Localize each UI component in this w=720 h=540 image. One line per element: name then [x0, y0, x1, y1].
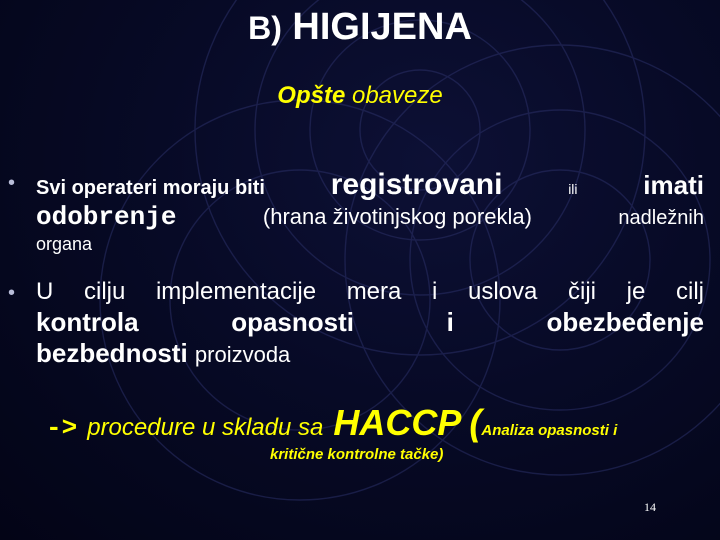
slide-subtitle — [0, 82, 720, 110]
b2-w4: mera — [346, 278, 402, 305]
b2-w8: je — [626, 278, 646, 305]
haccp-paren: ( — [469, 402, 482, 443]
slide-number: 14 — [644, 500, 656, 514]
b1-odobrenje: odobrenje — [36, 202, 177, 232]
haccp-text: procedure u skladu sa — [87, 414, 324, 441]
b2-w3: implementacije — [155, 278, 317, 305]
bullet-2-line-2 — [36, 307, 704, 338]
bullet-1-line-3: organa — [36, 234, 93, 254]
b1-nadleznih: nadležnih — [618, 207, 704, 229]
subtitle-bold: Opšte — [277, 82, 346, 109]
b2-opasnosti: opasnosti — [231, 307, 354, 337]
b1-phrase: Svi operateri moraju biti — [36, 177, 265, 199]
b1-hrana: (hrana životinjskog porekla) — [262, 204, 532, 229]
b2-obezbedjenje: obezbeđenje — [546, 307, 704, 337]
b1-ili: ili — [568, 181, 578, 197]
b2-bezbednosti: bezbednosti — [36, 338, 188, 368]
slide-title — [0, 6, 720, 49]
b2-w7: čiji — [568, 278, 597, 305]
title-prefix: B) — [248, 10, 282, 46]
haccp-line — [46, 402, 617, 444]
b2-w5: i — [432, 278, 438, 305]
b2-w6: uslova — [468, 278, 538, 305]
b2-w9: cilj — [675, 278, 704, 305]
subtitle-rest: obaveze — [351, 82, 443, 109]
b1-imati: imati — [643, 170, 704, 200]
bullet-2-line-3 — [36, 338, 290, 369]
bullet-1-line-2 — [36, 202, 704, 232]
arrow-icon: -> — [46, 413, 78, 443]
haccp-expansion-1: Analiza opasnosti i — [481, 422, 618, 439]
bullet-2-line-1 — [36, 278, 704, 306]
bullet-1-line-1 — [36, 168, 704, 202]
b2-w1: U — [36, 278, 54, 305]
haccp-expansion-2: kritične kontrolne tačke) — [270, 446, 444, 463]
b2-kontrola: kontrola — [36, 307, 139, 337]
b2-i: i — [446, 307, 454, 337]
title-text: HIGIJENA — [292, 6, 472, 48]
b2-w2: cilju — [83, 278, 126, 305]
haccp-acronym: HACCP — [333, 402, 462, 443]
bullet-2-dot: • — [8, 282, 16, 304]
b1-registrovani: registrovani — [330, 168, 503, 201]
bullet-1-dot: • — [8, 172, 16, 194]
b2-proizvoda: proizvoda — [194, 342, 291, 367]
